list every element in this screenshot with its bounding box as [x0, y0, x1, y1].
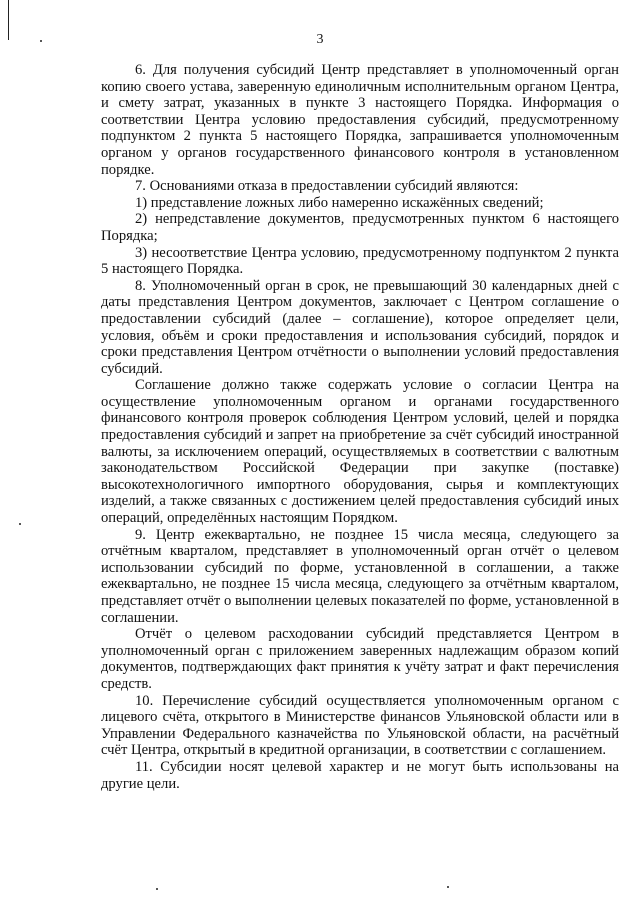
scan-speck — [447, 886, 449, 888]
scan-speck — [156, 888, 158, 890]
paragraph-subitem-3: 3) несоответствие Центра условию, предусмотренному подпунктом 2 пункта 5 настоящего Порядка. — [101, 244, 619, 278]
paragraph-item-7: 7. Основаниями отказа в предоставлении субсидий являются: — [135, 178, 519, 195]
paragraph-item-9: 9. Центр ежеквартально, не позднее 15 числа месяца, следующего за отчётным кварталом, представляет в уполномоченный орган отчёт о целевом использовании субсидий по форме, установленной в соглашении, а также ежеквартально, не позднее 15 числа месяца, следующего за отчётным кварталом, представляет отчёт о выполнении целевых показателей по форме, установленной в соглашении. — [101, 526, 619, 626]
paragraph-subitem-2: 2) непредставление документов, предусмотренных пунктом 6 настоящего Порядка; — [101, 211, 619, 244]
paragraph-item-10: 10. Перечисление субсидий осуществляется уполномоченным органом с лицевого счёта, открытого в Министерстве финансов Ульяновской области или в Управлении Федерального казначейства по Ульяновской области, на расчётный счёт Центра, открытый в кредитной организации, в соответствии с соглашением. — [101, 692, 619, 759]
paragraph-subitem-1: 1) представление ложных либо намеренно искажённых сведений; — [135, 194, 544, 211]
paragraph-report: Отчёт о целевом расходовании субсидий представляется Центром в уполномоченный орган с приложением заверенных надлежащим образом копий документов, подтверждающих факт принятия к учёту затрат и факт перечисления средств. — [101, 626, 619, 692]
page-number: 3 — [316, 32, 324, 47]
document-body — [101, 62, 619, 792]
paragraph-item-11: 11. Субсидии носят целевой характер и не могут быть использованы на другие цели. — [101, 758, 619, 792]
paragraph-agreement-conditions: Соглашение должно также содержать условие о согласии Центра на осуществление уполномоченным органом и органами государственного финансового контроля проверок соблюдения Центром условий, целей и порядка предоставления субсидий и запрет на приобретение за счёт субсидий иностранной валюты, за исключением операций, осуществляемых в соответствии с валютным законодательством Российской Федерации при закупке (поставке) высокотехнологичного импортного оборудования, сырья и комплектующих изделий, а также связанных с достижением целей предоставления субсидий иных операций, определённых настоящим Порядком. — [101, 377, 619, 527]
paragraph-item-6: 6. Для получения субсидий Центр представляет в уполномоченный орган копию своего устава, заверенную единоличным исполнительным органом Центра, и смету затрат, указанных в пункте 3 настоящего Порядка. Информация о соответствии Центра условию предоставления субсидий, предусмотренному подпунктом 2 пункта 5 настоящего Порядка, запрашивается уполномоченным органом у органов государственного финансового контроля в установленном порядке. — [101, 62, 619, 178]
paragraph-item-8: 8. Уполномоченный орган в срок, не превышающий 30 календарных дней с даты представления Центром документов, заключает с Центром соглашение о предоставлении субсидий (далее – соглашение), которое определяет цели, условия, объём и сроки предоставления и использования субсидий, порядок и сроки представления Центром отчётности о выполнении условий предоставления субсидий. — [101, 277, 619, 377]
scan-speck — [19, 523, 21, 525]
